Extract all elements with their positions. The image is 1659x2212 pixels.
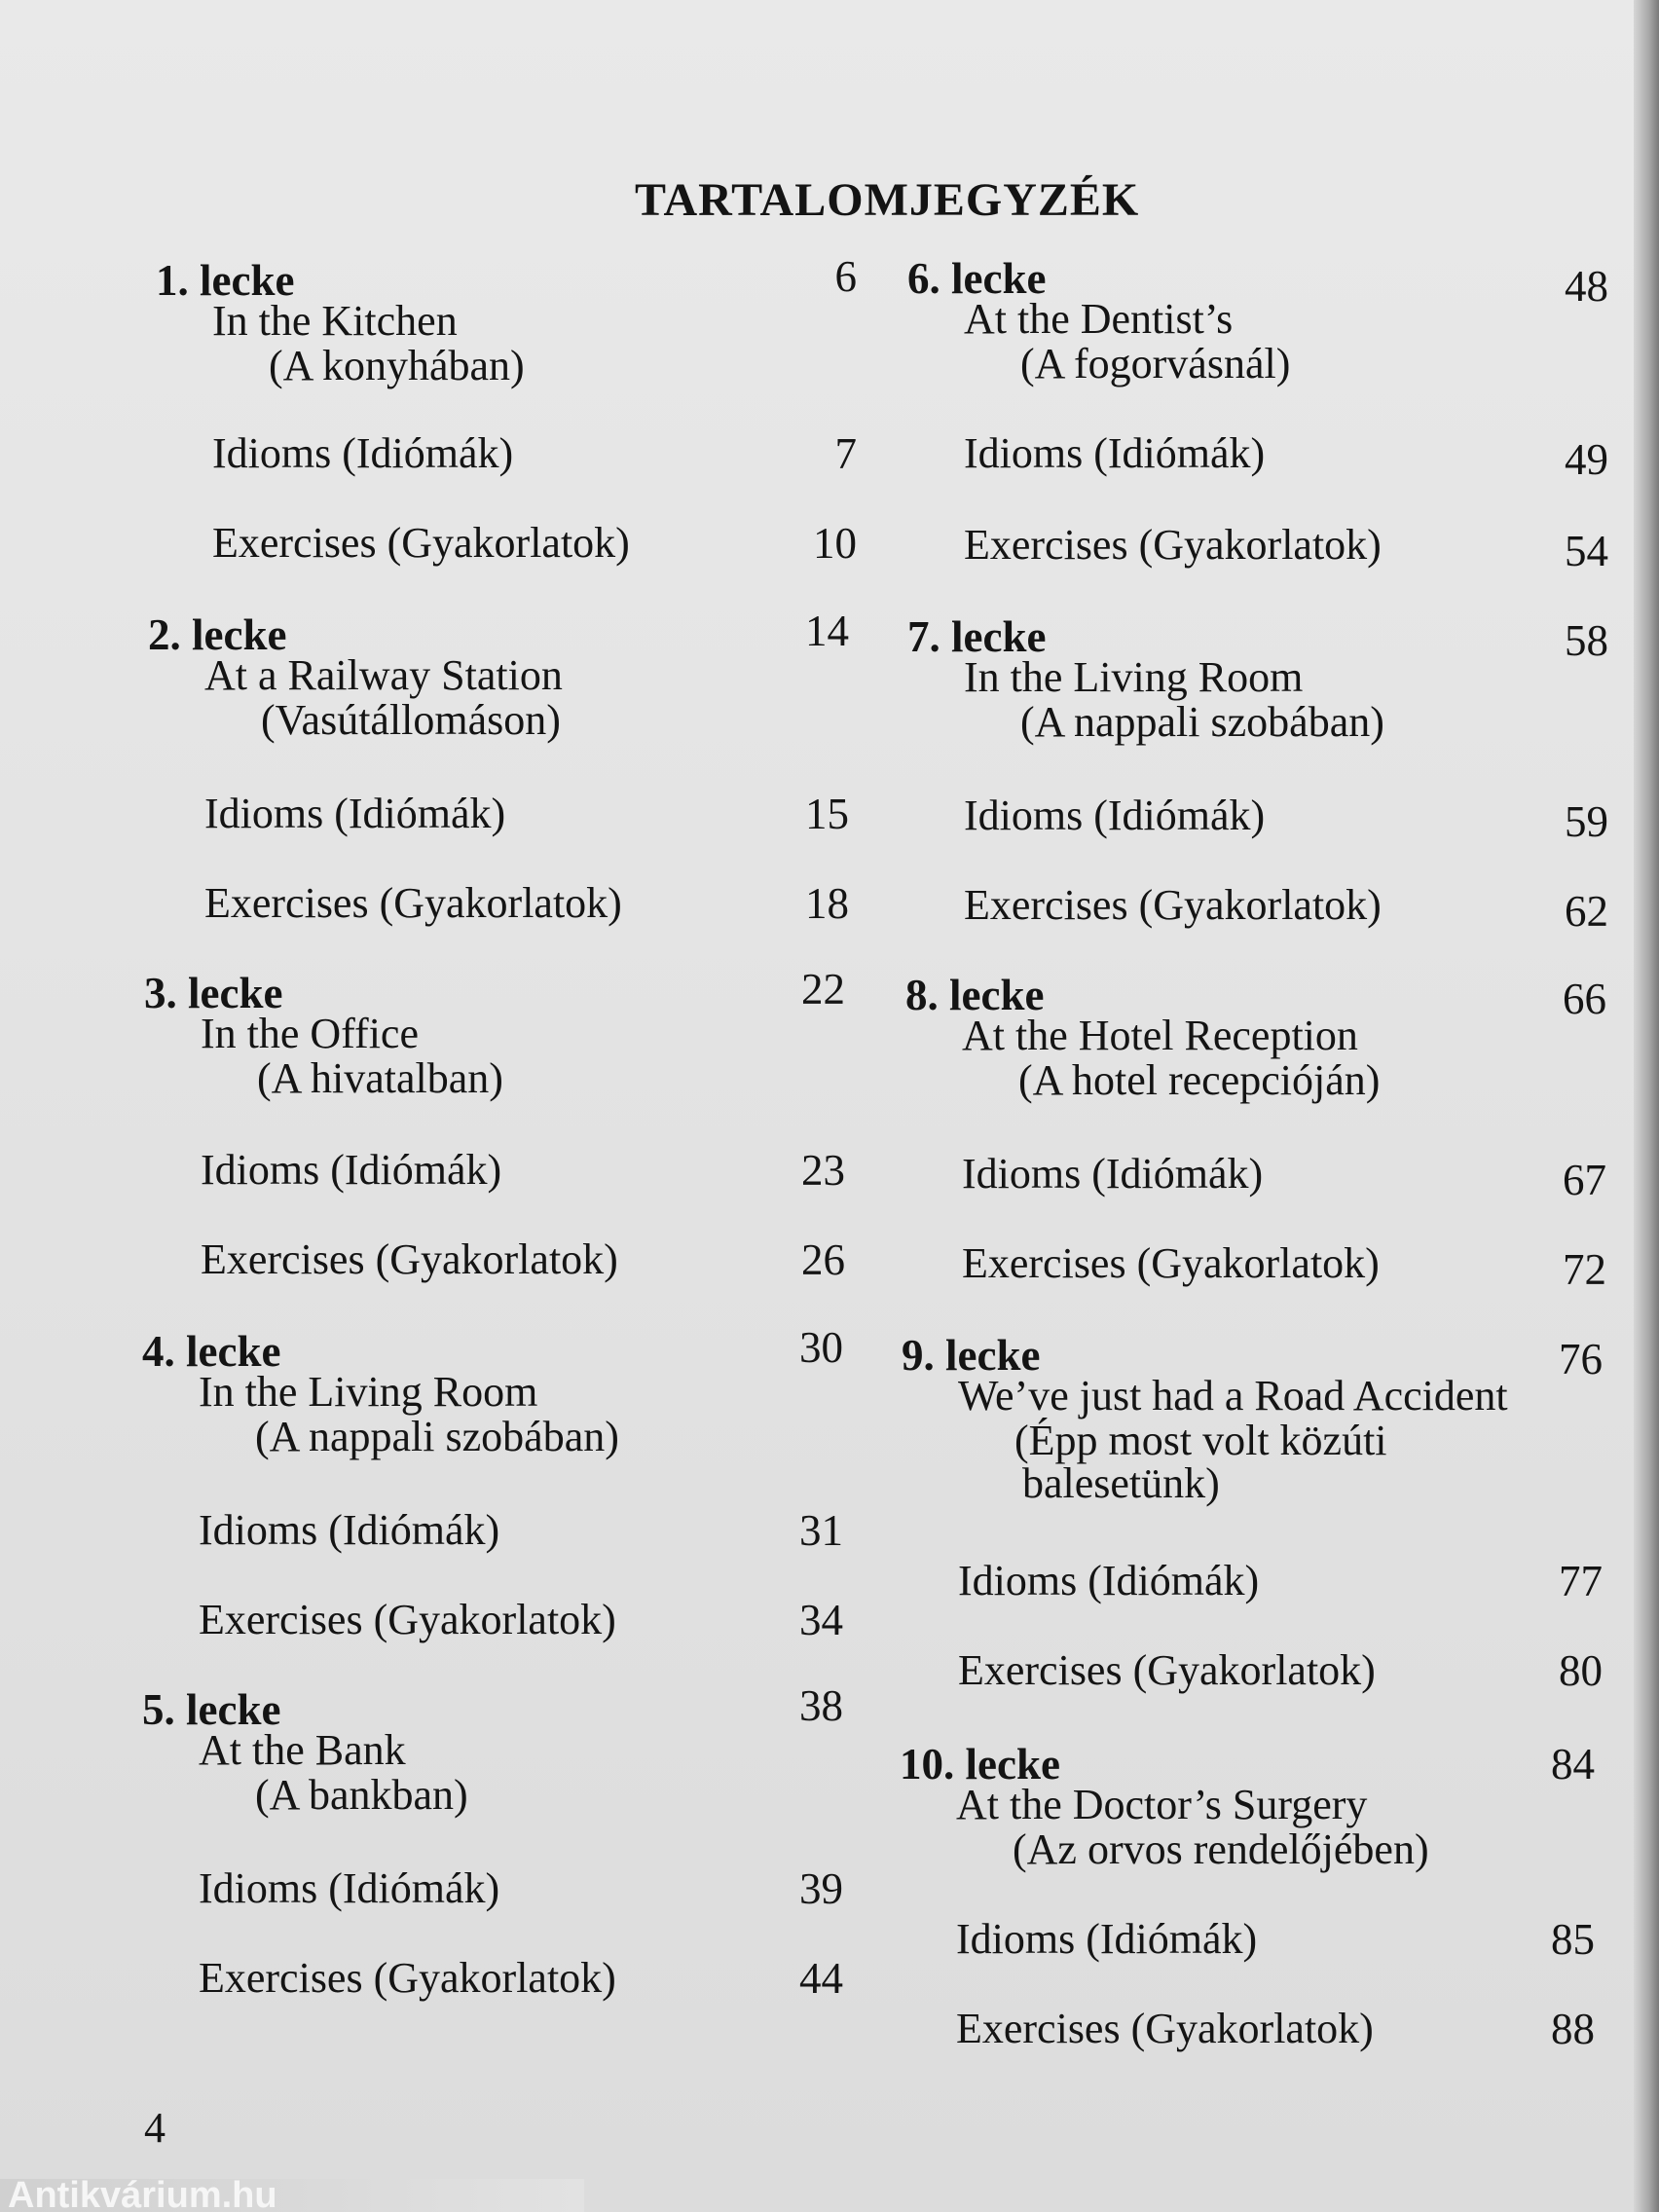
idioms-label: Idioms (Idiómák) — [199, 1506, 500, 1554]
lesson-translation: (A nappali szobában) — [255, 1413, 619, 1460]
idioms-label: Idioms (Idiómák) — [199, 1864, 500, 1912]
toc-entry — [907, 611, 1657, 962]
lesson-title: In the Kitchen — [212, 297, 458, 345]
idioms-label: Idioms (Idiómák) — [958, 1557, 1260, 1604]
idioms-label: Idioms (Idiómák) — [962, 1150, 1264, 1198]
lesson-label: lecke — [965, 1740, 1060, 1788]
lesson-title: At the Dentist’s — [964, 295, 1234, 343]
lesson-label: lecke — [192, 610, 287, 659]
exercises-label: Exercises (Gyakorlatok) — [956, 2005, 1374, 2052]
lesson-label: lecke — [200, 256, 295, 305]
lesson-translation: (A bankban) — [255, 1771, 468, 1819]
idioms-page: 67 — [1563, 1156, 1606, 1204]
lesson-translation: (A hivatalban) — [257, 1054, 503, 1102]
exercises-page: 54 — [1565, 527, 1608, 575]
exercises-label: Exercises (Gyakorlatok) — [199, 1596, 616, 1643]
lesson-translation-continued: balesetünk) — [1022, 1459, 1220, 1507]
exercises-label: Exercises (Gyakorlatok) — [958, 1646, 1376, 1694]
lesson-label: lecke — [186, 1327, 281, 1376]
lesson-page: 84 — [1551, 1740, 1595, 1788]
idioms-label: Idioms (Idiómák) — [956, 1915, 1258, 1963]
exercises-page: 88 — [1551, 2005, 1595, 2053]
lesson-translation: (Épp most volt közúti — [1014, 1417, 1387, 1464]
lesson-page: 38 — [799, 1681, 843, 1730]
lesson-translation: (Az orvos rendelőjében) — [1013, 1825, 1429, 1873]
lesson-title: In the Living Room — [199, 1368, 538, 1416]
toc-entry — [902, 1330, 1651, 1695]
lesson-page: 6 — [834, 252, 857, 301]
exercises-label: Exercises (Gyakorlatok) — [964, 521, 1382, 569]
exercises-page: 72 — [1563, 1245, 1606, 1294]
toc-entry — [907, 253, 1657, 604]
toc-entry — [142, 1681, 892, 2035]
exercises-label: Exercises (Gyakorlatok) — [964, 881, 1382, 929]
idioms-label: Idioms (Idiómák) — [964, 429, 1266, 477]
idioms-label: Idioms (Idiómák) — [204, 790, 506, 837]
lesson-page: 76 — [1559, 1335, 1603, 1383]
lesson-number: 3. — [144, 969, 177, 1017]
lesson-page: 22 — [801, 965, 845, 1014]
idioms-page: 59 — [1565, 797, 1608, 846]
lesson-translation: (A fogorvásnál) — [1020, 340, 1291, 387]
lesson-number: 7. — [907, 612, 940, 661]
exercises-label: Exercises (Gyakorlatok) — [201, 1235, 618, 1283]
idioms-page: 49 — [1565, 435, 1608, 484]
lesson-label: lecke — [188, 969, 283, 1017]
lesson-label: lecke — [951, 254, 1047, 303]
lesson-label: lecke — [186, 1685, 281, 1734]
exercises-page: 26 — [801, 1235, 845, 1284]
exercises-label: Exercises (Gyakorlatok) — [962, 1239, 1380, 1287]
idioms-page: 77 — [1559, 1557, 1603, 1605]
idioms-label: Idioms (Idiómák) — [964, 792, 1266, 839]
idioms-label: Idioms (Idiómák) — [201, 1146, 502, 1194]
idioms-page: 23 — [801, 1146, 845, 1195]
exercises-page: 44 — [799, 1954, 843, 2003]
lesson-title: At a Railway Station — [204, 651, 563, 699]
exercises-page: 10 — [813, 519, 857, 568]
idioms-page: 15 — [805, 790, 849, 838]
page-number: 4 — [144, 2104, 166, 2152]
idioms-label: Idioms (Idiómák) — [212, 429, 514, 477]
lesson-page: 30 — [799, 1323, 843, 1372]
lesson-number: 10. — [900, 1740, 955, 1788]
idioms-page: 7 — [834, 429, 857, 478]
lesson-translation: (A konyhában) — [269, 342, 525, 389]
toc-entry — [144, 965, 894, 1318]
lesson-title: At the Hotel Reception — [962, 1012, 1358, 1059]
exercises-page: 18 — [805, 879, 849, 928]
exercises-page: 62 — [1565, 887, 1608, 936]
exercises-page: 80 — [1559, 1646, 1603, 1695]
lesson-translation: (Vasútállomáson) — [261, 696, 561, 744]
toc-entry — [142, 1323, 892, 1677]
lesson-number: 5. — [142, 1685, 175, 1734]
toc-entry — [148, 609, 898, 960]
lesson-number: 8. — [905, 971, 939, 1019]
lesson-translation: (A hotel recepcióján) — [1018, 1056, 1381, 1104]
lesson-number: 2. — [148, 610, 181, 659]
toc-entry — [900, 1739, 1649, 2089]
lesson-number: 6. — [907, 254, 940, 303]
idioms-page: 39 — [799, 1864, 843, 1913]
exercises-page: 34 — [799, 1596, 843, 1644]
lesson-title: In the Office — [201, 1010, 419, 1057]
exercises-label: Exercises (Gyakorlatok) — [204, 879, 622, 927]
exercises-label: Exercises (Gyakorlatok) — [199, 1954, 616, 2002]
lesson-label: lecke — [945, 1331, 1041, 1380]
lesson-title: At the Bank — [199, 1726, 406, 1774]
idioms-page: 85 — [1551, 1915, 1595, 1964]
lesson-title: In the Living Room — [964, 653, 1304, 701]
exercises-label: Exercises (Gyakorlatok) — [212, 519, 630, 567]
toc-entry — [905, 970, 1655, 1320]
lesson-number: 9. — [902, 1331, 935, 1380]
lesson-number: 1. — [156, 256, 189, 305]
idioms-page: 31 — [799, 1506, 843, 1555]
lesson-page: 58 — [1565, 616, 1608, 665]
lesson-page: 66 — [1563, 975, 1606, 1023]
watermark — [0, 2175, 584, 2212]
lesson-number: 4. — [142, 1327, 175, 1376]
lesson-page: 14 — [805, 607, 849, 655]
lesson-translation: (A nappali szobában) — [1020, 698, 1384, 746]
lesson-label: lecke — [949, 971, 1045, 1019]
lesson-page: 48 — [1565, 262, 1608, 311]
toc-title: TARTALOMJEGYZÉK — [635, 174, 1140, 226]
watermark-text: Antikvárium.hu — [8, 2175, 277, 2212]
lesson-label: lecke — [951, 612, 1047, 661]
toc-entry — [156, 252, 905, 606]
lesson-title: At the Doctor’s Surgery — [956, 1781, 1368, 1828]
lesson-title: We’ve just had a Road Accident — [958, 1372, 1508, 1419]
